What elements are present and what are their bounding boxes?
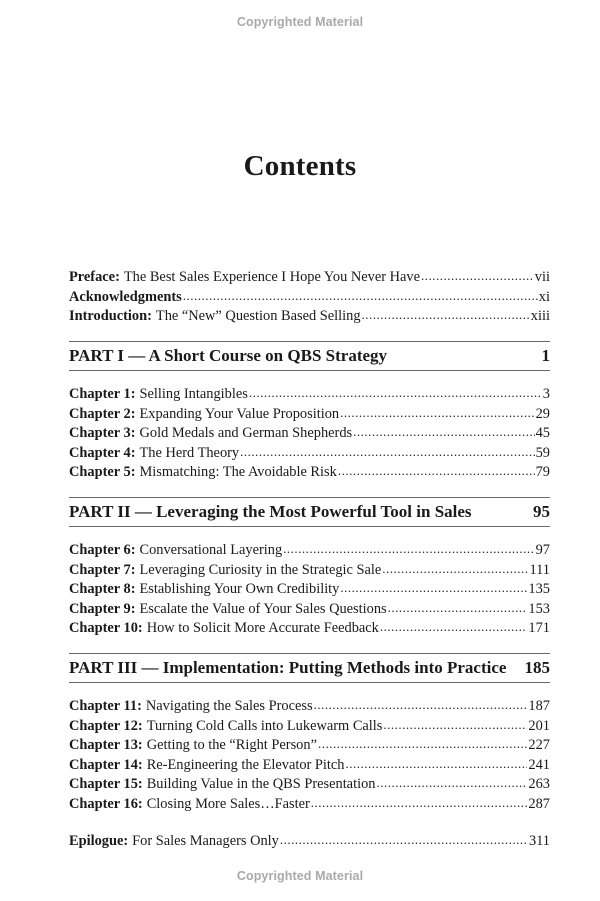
entry-title: Building Value in the QBS Presentation	[146, 776, 376, 792]
entry-title: For Sales Managers Only	[132, 833, 279, 849]
page-title: Contents	[243, 150, 357, 182]
entry-title: The “New” Question Based Selling	[155, 308, 361, 324]
part-title: PART I — A Short Course on QBS Strategy	[69, 346, 388, 365]
entry-label: Chapter 5:	[69, 464, 136, 480]
entry-title: Gold Medals and German Shepherds	[139, 425, 353, 441]
part-title: PART III — Implementation: Putting Methods into Practice	[69, 658, 507, 677]
part-heading-2[interactable]	[69, 497, 550, 527]
entry-label: Chapter 3:	[69, 425, 136, 441]
entry-page: 135	[528, 581, 550, 597]
toc-entry-chapter[interactable]	[69, 542, 550, 562]
entry-label: Chapter 14:	[69, 756, 143, 773]
leader-dots	[249, 385, 542, 401]
entry-title: Closing More Sales…Faster	[146, 795, 310, 812]
toc-entry-chapter[interactable]	[69, 776, 550, 796]
leader-dots	[346, 756, 528, 772]
entry-title: The Herd Theory	[139, 444, 240, 461]
entry-title: Turning Cold Calls into Lukewarm Calls	[146, 717, 383, 734]
toc-entry-chapter[interactable]	[69, 581, 550, 601]
toc-entry-chapter[interactable]	[69, 718, 550, 738]
entry-page: 111	[529, 561, 550, 578]
part-page: 185	[524, 658, 550, 677]
leader-dots	[388, 600, 528, 616]
part-heading-1[interactable]	[69, 341, 550, 371]
toc-entry-chapter[interactable]	[69, 620, 550, 640]
entry-label: Chapter 11:	[69, 698, 142, 714]
entry-label: Introduction:	[69, 308, 152, 324]
leader-dots	[311, 795, 528, 811]
entry-page: 97	[535, 542, 550, 558]
entry-page: xi	[538, 288, 550, 305]
entry-title: Getting to the “Right Person”	[146, 737, 317, 753]
entry-page: 45	[535, 425, 550, 441]
entry-label: Chapter 1:	[69, 386, 136, 402]
leader-dots	[380, 619, 528, 635]
entry-title: Leveraging Curiosity in the Strategic Sale	[139, 561, 382, 578]
leader-dots	[338, 463, 535, 479]
entry-label: Chapter 7:	[69, 561, 136, 578]
leader-dots	[362, 307, 530, 323]
leader-dots	[283, 541, 534, 557]
entry-label: Chapter 12:	[69, 717, 143, 734]
entry-page: 59	[535, 444, 550, 461]
entry-title: Escalate the Value of Your Sales Questions	[139, 600, 387, 617]
entry-page: 201	[528, 717, 550, 734]
entry-label: Chapter 13:	[69, 737, 143, 753]
entry-page: 241	[528, 756, 550, 773]
toc-entry-chapter[interactable]	[69, 796, 550, 816]
entry-title: Re-Engineering the Elevator Pitch	[146, 756, 345, 773]
entry-title: How to Solicit More Accurate Feedback	[146, 620, 379, 636]
entry-label: Chapter 4:	[69, 444, 136, 461]
leader-dots	[280, 832, 528, 848]
part-1-chapter-list	[69, 386, 550, 484]
entry-label: Chapter 6:	[69, 542, 136, 558]
entry-label: Preface:	[69, 269, 120, 285]
copyright-watermark-top: Copyrighted Material	[236, 15, 364, 29]
entry-page: 287	[528, 795, 550, 812]
part-page: 95	[533, 502, 550, 521]
front-matter-list	[69, 269, 550, 328]
entry-label: Chapter 16:	[69, 795, 143, 812]
leader-dots	[240, 444, 534, 460]
toc-entry-chapter[interactable]	[69, 737, 550, 757]
entry-page: 79	[535, 464, 550, 480]
entry-title: Conversational Layering	[139, 542, 283, 558]
toc-entry-acknowledgments[interactable]	[69, 289, 550, 309]
part-heading-3[interactable]	[69, 653, 550, 683]
entry-page: 263	[528, 776, 550, 792]
toc-entry-chapter[interactable]	[69, 757, 550, 777]
entry-label: Epilogue:	[69, 833, 129, 849]
entry-page: 3	[542, 386, 550, 402]
entry-title: Expanding Your Value Proposition	[139, 405, 340, 422]
leader-dots	[382, 561, 528, 577]
entry-page: 187	[528, 698, 550, 714]
part-page: 1	[541, 346, 550, 365]
part-2-chapter-list	[69, 542, 550, 640]
entry-page: vii	[534, 269, 550, 285]
entry-title: Selling Intangibles	[139, 386, 248, 402]
entry-page: 311	[528, 833, 550, 849]
leader-dots	[421, 268, 534, 284]
part-title: PART II — Leveraging the Most Powerful Tool in Sales	[69, 502, 472, 521]
entry-label: Chapter 10:	[69, 620, 143, 636]
toc-entry-chapter[interactable]	[69, 562, 550, 582]
copyright-watermark-bottom: Copyrighted Material	[236, 869, 364, 883]
leader-dots	[353, 424, 534, 440]
entry-title: Navigating the Sales Process	[145, 698, 313, 714]
leader-dots	[340, 580, 527, 596]
entry-label: Chapter 9:	[69, 600, 136, 617]
leader-dots	[314, 697, 528, 713]
leader-dots	[183, 288, 538, 304]
toc-entry-epilogue[interactable]	[69, 833, 550, 853]
entry-page: 29	[535, 405, 550, 422]
entry-label: Chapter 2:	[69, 405, 136, 422]
entry-title: The Best Sales Experience I Hope You Never Have	[123, 269, 420, 285]
entry-page: 153	[528, 600, 550, 617]
entry-page: 171	[528, 620, 550, 636]
entry-page: xiii	[530, 308, 550, 324]
entry-label: Acknowledgments	[69, 288, 182, 305]
entry-title: Mismatching: The Avoidable Risk	[139, 464, 337, 480]
toc-entry-chapter[interactable]	[69, 601, 550, 621]
toc-entry-chapter[interactable]	[69, 406, 550, 426]
entry-title: Establishing Your Own Credibility	[139, 581, 340, 597]
toc-entry-introduction[interactable]	[69, 308, 550, 328]
epilogue-list	[69, 833, 550, 853]
leader-dots	[340, 405, 534, 421]
entry-page: 227	[528, 737, 550, 753]
toc-entry-chapter[interactable]	[69, 698, 550, 718]
leader-dots	[383, 717, 527, 733]
leader-dots	[376, 775, 527, 791]
part-3-chapter-list	[69, 698, 550, 815]
toc-entry-preface[interactable]	[69, 269, 550, 289]
entry-label: Chapter 15:	[69, 776, 143, 792]
toc-entry-chapter[interactable]	[69, 445, 550, 465]
toc-entry-chapter[interactable]	[69, 386, 550, 406]
toc-entry-chapter[interactable]	[69, 425, 550, 445]
leader-dots	[318, 736, 527, 752]
entry-label: Chapter 8:	[69, 581, 136, 597]
toc-entry-chapter[interactable]	[69, 464, 550, 484]
